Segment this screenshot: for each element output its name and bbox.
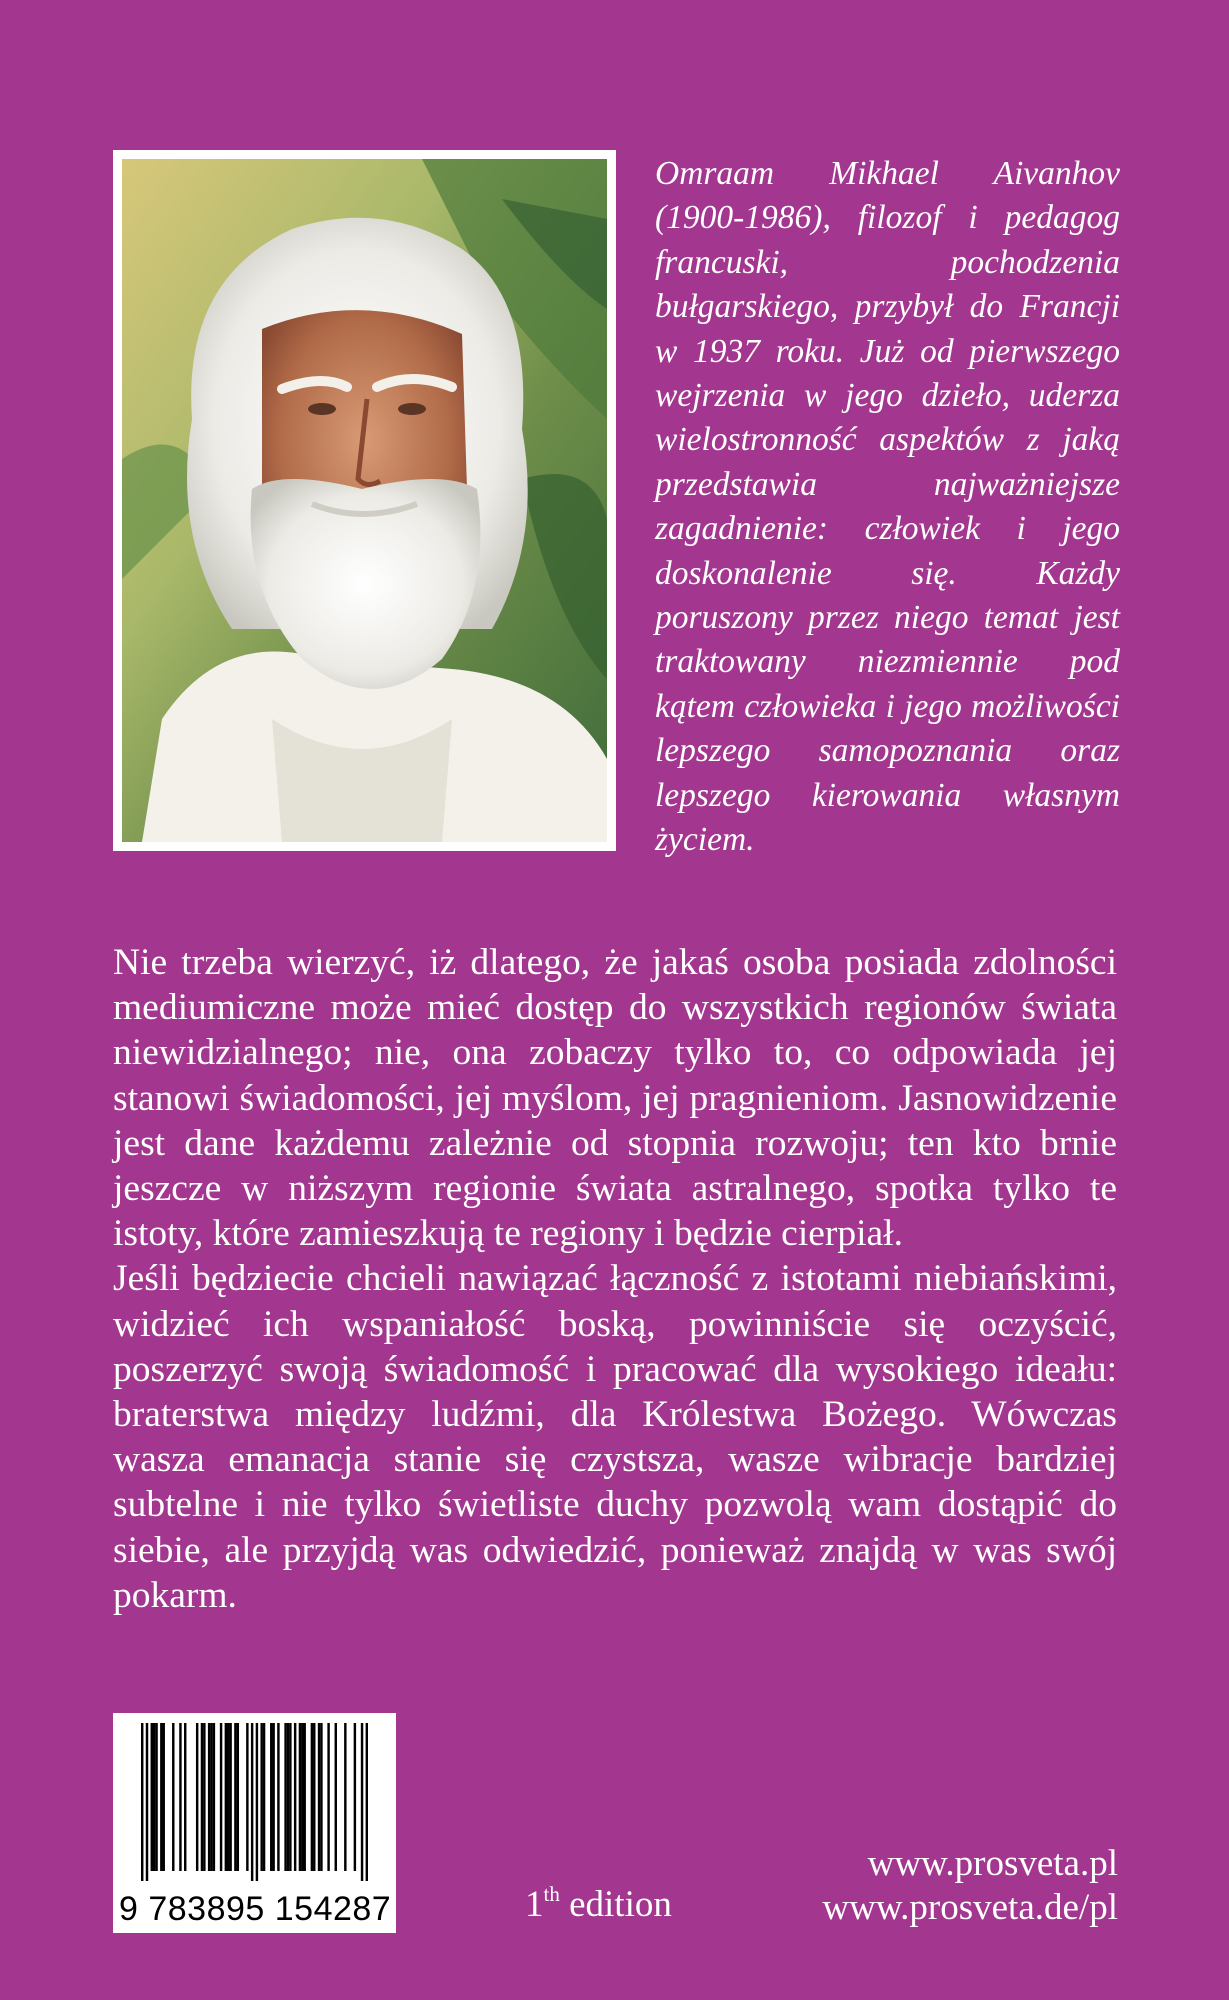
barcode-bar — [237, 1723, 239, 1871]
author-photo-frame — [113, 150, 616, 851]
barcode-bar — [153, 1723, 155, 1871]
barcode-bar — [299, 1723, 301, 1871]
barcode-bar — [301, 1723, 303, 1871]
isbn-number: 9 783895 154287 — [119, 1890, 392, 1928]
barcode-bar — [210, 1723, 212, 1871]
publisher-websites — [822, 1842, 1118, 1930]
barcode-bar — [251, 1723, 253, 1881]
barcode-bar — [361, 1723, 363, 1881]
website-link-de[interactable]: www.prosveta.de/pl — [822, 1887, 1118, 1928]
barcode-bar — [213, 1723, 215, 1871]
barcode-bar — [155, 1723, 157, 1871]
barcode-bar — [284, 1723, 286, 1871]
barcode-bar — [320, 1723, 322, 1871]
edition-suffix: th — [543, 1882, 560, 1906]
barcode-bar — [229, 1723, 231, 1871]
description-paragraph-2: Jeśli będziecie chcieli nawiązać łączność z istotami niebiańskimi, widzieć ich wspaniałość boską, powinniście się oczyścić, poszerzyć swoją świadomość i pracować dla wysokiego ideału: braterstwa między ludźmi, dla Królestwa Bożego. Wówczas wasza emanacja stanie się czystsza, wasze wibracje bardziej subtelne i nie tylko świetliste duchy pozwolą wam dostąpić do siebie, ale przyjdą was odwiedzić, ponieważ znajdą w was swój pokarm. — [113, 1258, 1117, 1616]
website-link-pl[interactable]: www.prosveta.pl — [867, 1843, 1118, 1884]
barcode-bar — [327, 1723, 329, 1871]
barcode-bar — [277, 1723, 279, 1871]
description-paragraph-1: Nie trzeba wierzyć, iż dlatego, że jakaś osoba posiada zdolności mediumiczne może mieć dostęp do wszystkich regionów świata niewidzialnego; nie, ona zobaczy tylko to, co odpowiada jej stanowi świadomości, jej myślom, jej pragnieniom. Jasnowidzenie jest dane każdemu zależnie od stopnia rozwoju; ten kto brnie jeszcze w niższym regionie świata astralnego, spotka tylko te istoty, które zamieszkują te regiony i będzie cierpiał. — [113, 942, 1117, 1255]
barcode-bar — [294, 1723, 296, 1871]
barcode-bar — [151, 1723, 153, 1871]
barcode-bar — [270, 1723, 272, 1871]
barcode-bar — [246, 1723, 248, 1871]
barcode-bar — [172, 1723, 174, 1871]
barcode-bar — [146, 1723, 148, 1881]
barcode-bars — [141, 1723, 368, 1881]
edition-number: 1 — [525, 1884, 544, 1925]
barcode-bar — [344, 1723, 346, 1871]
barcode-bar — [263, 1723, 265, 1871]
barcode-bar — [318, 1723, 320, 1871]
barcode-bar — [163, 1723, 165, 1871]
edition-text: edition — [559, 1884, 672, 1925]
book-description — [113, 940, 1117, 1618]
barcode-bar — [234, 1723, 236, 1871]
barcode-bar — [141, 1723, 143, 1881]
barcode-bar — [203, 1723, 205, 1871]
author-portrait-image — [122, 159, 607, 842]
barcode-bar — [354, 1723, 356, 1871]
barcode-bar — [272, 1723, 274, 1871]
barcode-bar — [260, 1723, 262, 1871]
barcode-bar — [256, 1723, 258, 1881]
barcode-bar — [311, 1723, 313, 1871]
isbn-barcode — [113, 1713, 396, 1933]
barcode-bar — [160, 1723, 162, 1871]
barcode-bar — [313, 1723, 315, 1871]
barcode-bar — [184, 1723, 186, 1871]
barcode-bar — [366, 1723, 368, 1881]
author-biography: Omraam Mikhael Aivanhov (1900-1986), filozof i pedagog francuski, pochodzenia bułgarskiego, przybył do Francji w 1937 roku. Już od pierwszego wejrzenia w jego dzieło, uderza wielostronność aspektów z jaką przedstawia najważniejsze zagadnienie: człowiek i jego doskonalenie się. Każdy poruszony przez niego temat jest traktowany niezmiennie pod kątem człowieka i jego możliwości lepszego samopoznania oraz lepszego kierowania własnym życiem. — [655, 155, 1120, 859]
barcode-bar — [196, 1723, 198, 1871]
barcode-bar — [289, 1723, 291, 1871]
barcode-bar — [208, 1723, 210, 1871]
barcode-bar — [179, 1723, 181, 1871]
barcode-bar — [287, 1723, 289, 1871]
barcode-bar — [201, 1723, 203, 1871]
barcode-bar — [227, 1723, 229, 1871]
barcode-bar — [303, 1723, 305, 1871]
edition-label — [525, 1882, 672, 1925]
barcode-bar — [335, 1723, 337, 1871]
barcode-bar — [225, 1723, 227, 1871]
barcode-bar — [220, 1723, 222, 1871]
